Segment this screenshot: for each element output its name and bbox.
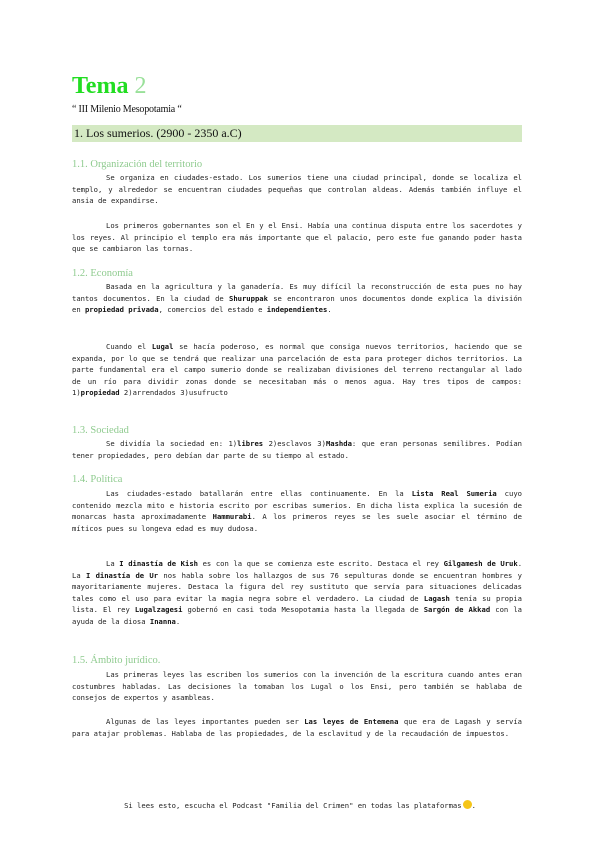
- laughing-face-icon: [463, 800, 472, 809]
- paragraph: Algunas de las leyes importantes pueden ser Las leyes de Entemena que era de Lagash y servía para atajar problemas. Hablaba de las propiedades, de la esclavitud y de la recaudación de impuestos.: [72, 717, 523, 738]
- paragraph: Cuando el Lugal se hacía poderoso, es normal que consiga nuevos territorios, haciendo que se expanda, por lo que se tendrá que realizar una parcelación de esta para proteger dichos territorios. La parte fundamental era el campo sumerio donde se realizaban divisiones del terreno rectangular al lado de un río para dividir zonas donde se necesitaban más o menos agua. Hay tres tipos de campos: 1)propiedad 2)arrendados 3)usufructo: [72, 342, 522, 397]
- title-label: Tema: [72, 73, 129, 99]
- page-title: [72, 72, 146, 100]
- paragraph: Se organiza en ciudades-estado. Los sumerios tiene una ciudad principal, donde se localiza el templo, y alrededor se encuentran ciudades pequeñas que controlan aldeas. Además también influye el ansia de expandirse.: [72, 173, 522, 205]
- footer-note: Si lees esto, escucha el Podcast "Familia del Crimen" en todas las plataformas .: [124, 801, 476, 810]
- paragraph: Los primeros gobernantes son el En y el Ensi. Había una continua disputa entre los sacerdotes y los reyes. Al principio el templo era más importante que el palacio, pero este fue ganando poder hasta que se cambiaron las tornas.: [72, 221, 522, 253]
- paragraph: Las ciudades-estado batallarán entre ellas continuamente. En la Lista Real Sumeria cuyo contenido mezcla mito e historia escrito por escribas sumerios. En dicha lista explica la sucesión de monarcas hasta aproximadamente Hammurabi. A los primeros reyes se les suele asociar el término de míticos pues su longeva edad es muy dudosa.: [72, 489, 522, 533]
- main-heading: 1. Los sumerios. (2900 - 2350 a.C): [72, 125, 522, 142]
- section-heading-economia: 1.2. Economía: [72, 268, 133, 279]
- section-heading-ambito-juridico: 1.5. Ámbito jurídico.: [72, 655, 161, 666]
- title-number: 2: [134, 73, 147, 99]
- paragraph: Basada en la agricultura y la ganadería. Es muy difícil la reconstrucción de esta pues no hay tantos documentos. En la ciudad de Shuruppak se encontraron unos documentos donde explica la división en propiedad privada, comercios del estado e independientes.: [72, 282, 522, 314]
- section-heading-politica: 1.4. Política: [72, 474, 123, 485]
- paragraph: La I dinastía de Kish es con la que se comienza este escrito. Destaca el rey Gilgamesh de Uruk. La I dinastía de Ur nos habla sobre los hallazgos de sus 76 sepulturas donde se encuentran hombres y mayoritariamente mujeres. Destaca la figura del rey sustituto que servía para situaciones delicadas tales como el uso para evitar la magia negra sobre el verdadero. La ciudad de Lagash tenía su propia lista. El rey Lugalzagesi gobernó en casi toda Mesopotamia hasta la llegada de Sargón de Akkad con la ayuda de la diosa Inanna.: [72, 559, 523, 626]
- section-heading-organizacion: 1.1. Organización del territorio: [72, 159, 203, 170]
- subtitle: “ III Milenio Mesopotamia “: [72, 104, 182, 115]
- paragraph: Se dividía la sociedad en: 1)libres 2)esclavos 3)Mashda: que eran personas semilibres. Podían tener propiedades, pero debían dar parte de su tiempo al estado.: [72, 439, 522, 460]
- paragraph: Las primeras leyes las escriben los sumerios con la invención de la escritura cuando antes eran costumbres habladas. Las decisiones la tomaban los Lugal o los Ensi, pero también se hablaba de consejos de expertos y asambleas.: [72, 670, 522, 702]
- section-heading-sociedad: 1.3. Sociedad: [72, 425, 129, 436]
